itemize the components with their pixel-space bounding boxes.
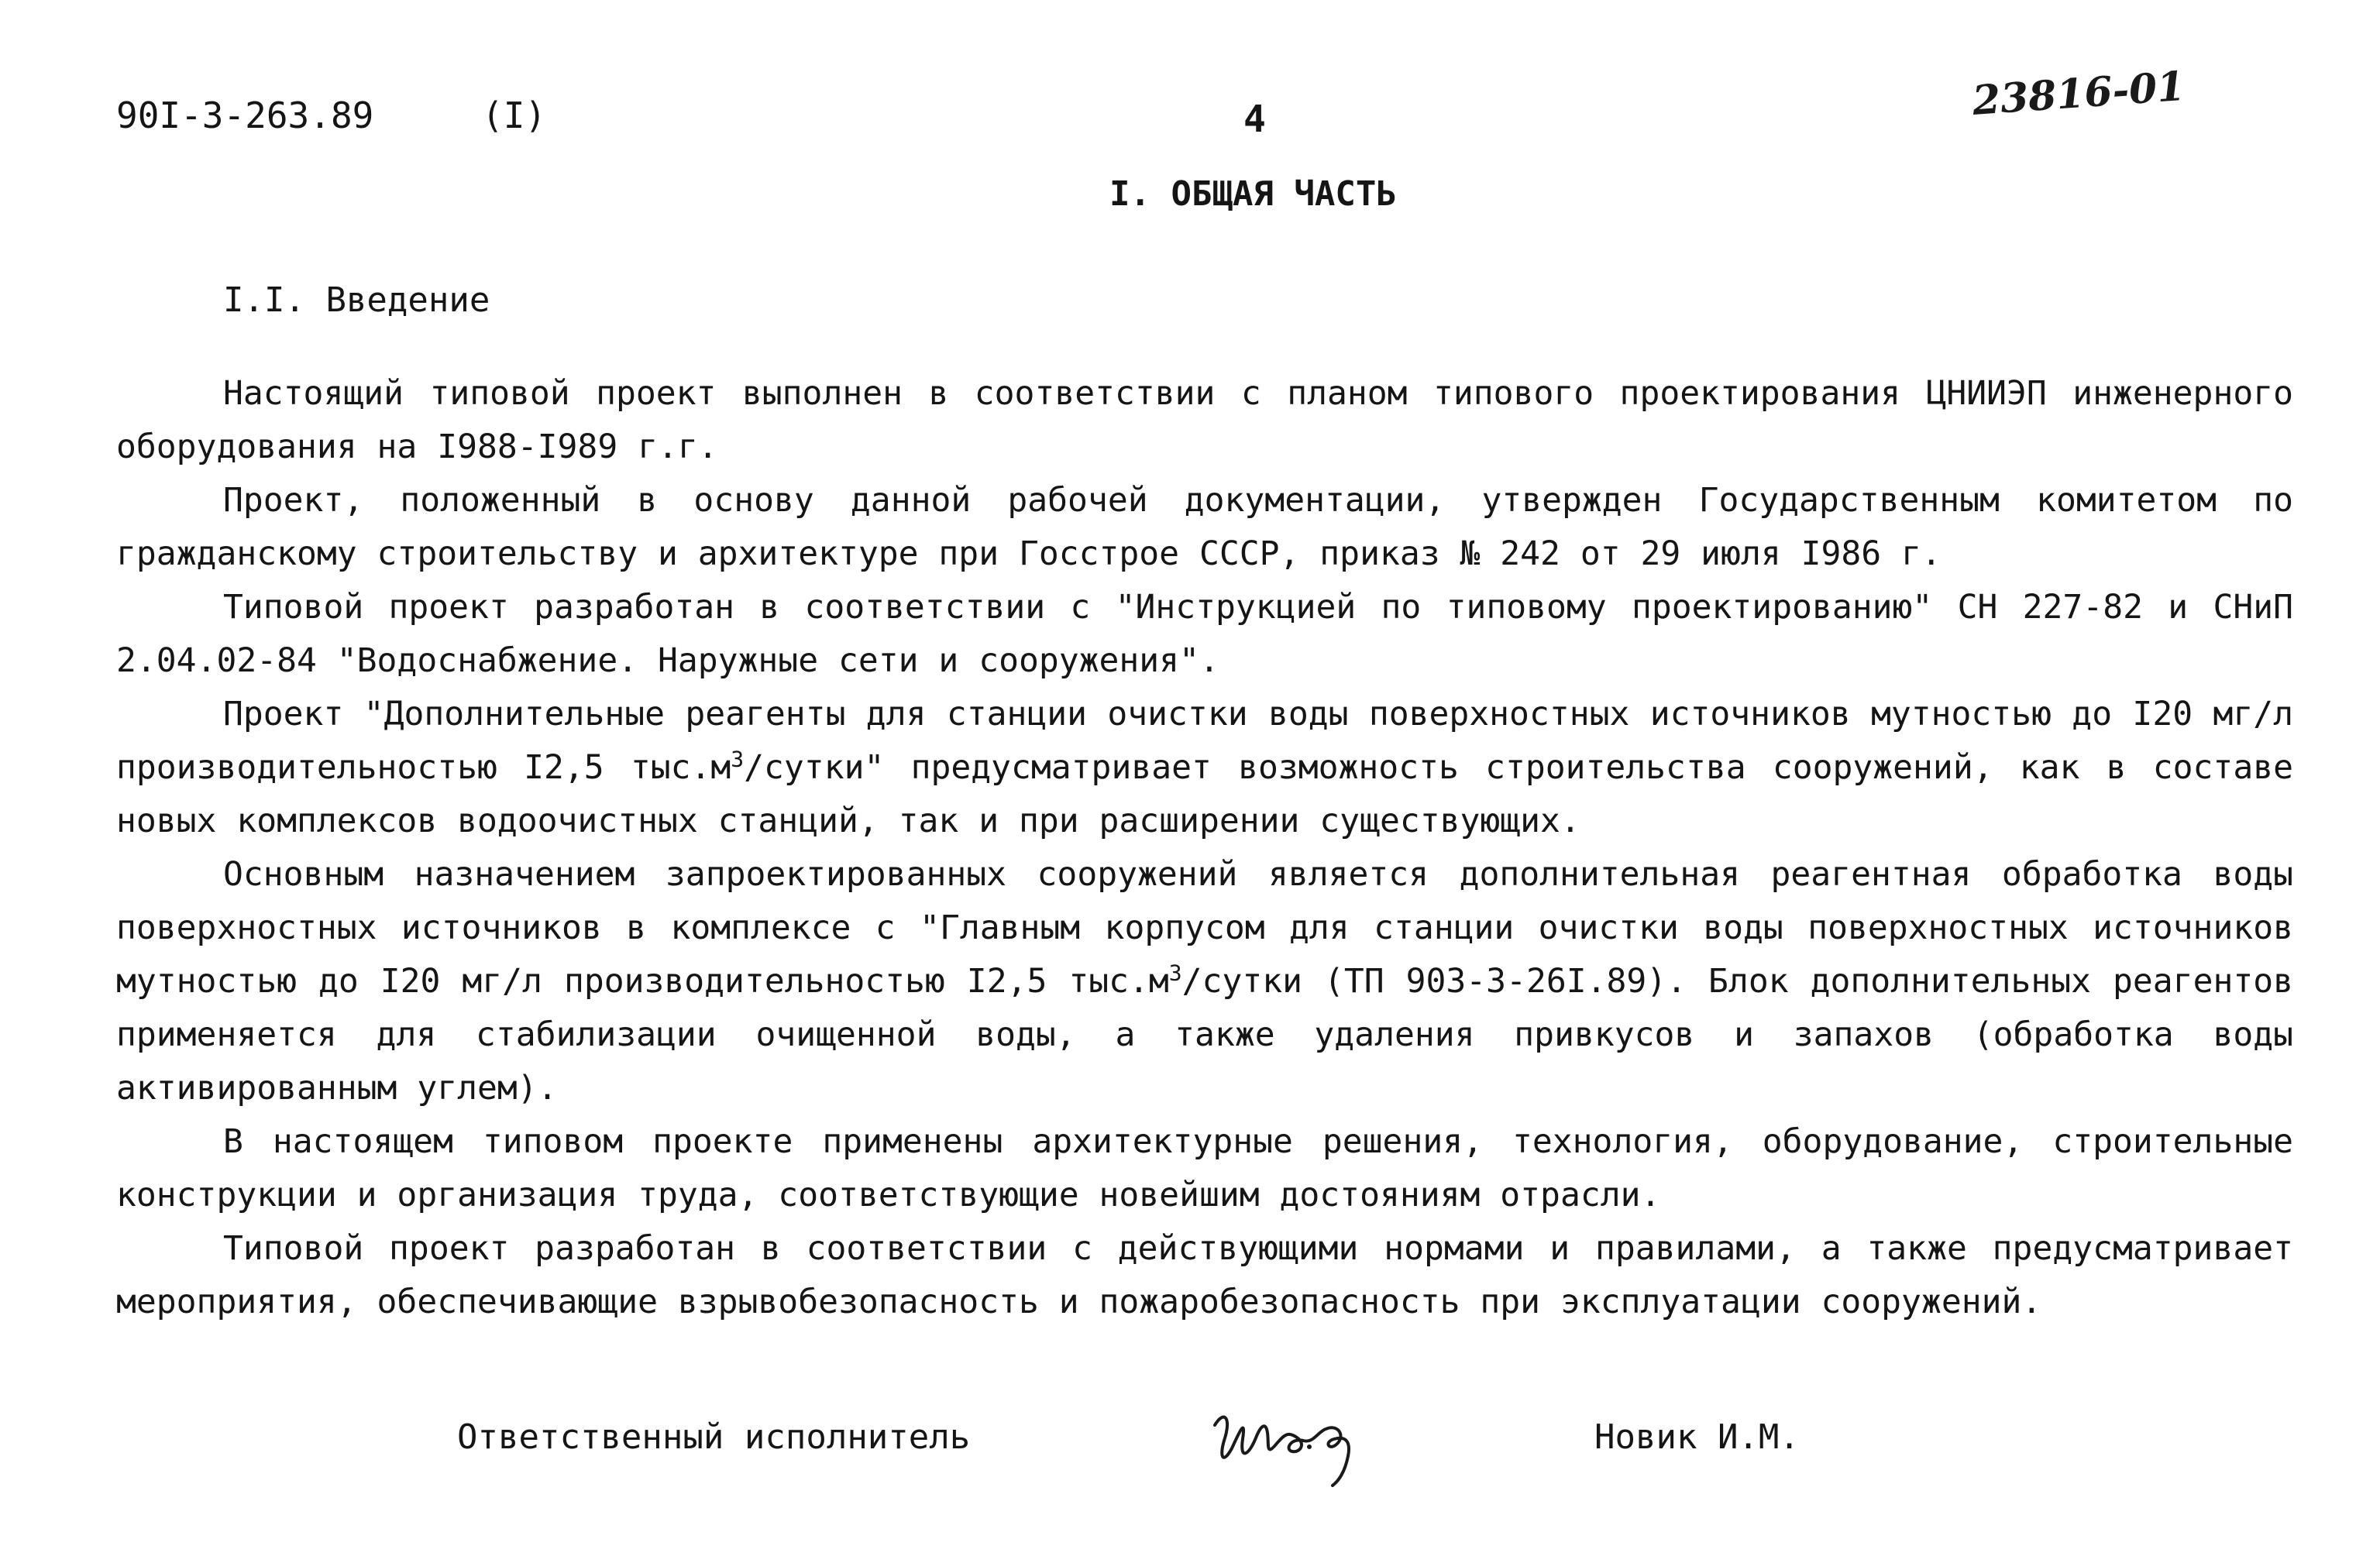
paragraph-5 bbox=[116, 848, 2293, 1115]
signature-role: Ответственный исполнитель bbox=[457, 1417, 971, 1457]
paragraph-6: В настоящем типовом проекте применены архитектурные решения, технология, оборудование, строительные конструкции и организация труда, соответствующие новейшим достояниям отрасли. bbox=[116, 1122, 2293, 1214]
paragraph-1: Настоящий типовой проект выполнен в соответствии с планом типового проектирования ЦНИИЭП инженерного оборудования на I988-I989 г.г. bbox=[116, 374, 2293, 466]
section-title: I. ОБЩАЯ ЧАСТЬ bbox=[1109, 174, 1397, 214]
signature-name: Новик И.М. bbox=[1594, 1417, 1800, 1457]
paragraph-2: Проект, положенный в основу данной рабочей документации, утвержден Государственным комитетом по гражданскому строительству и архитектуре при Госстрое СССР, приказ № 242 от 29 июля I986 г. bbox=[116, 481, 2293, 573]
paragraph-4 bbox=[116, 688, 2293, 848]
paragraph-5-part-a: Основным назначением запроектированных сооружений является дополнительная реагентная обработка воды поверхностных источников в комплексе с "Главным корпусом для станции очистки воды поверхностных источников мутностью до I20 мг/л производительностью I2,5 тыс.м bbox=[116, 855, 2293, 1001]
paragraph-5-part-b: /сутки (ТП 903-3-26I.89). Блок дополнительных реагентов применяется для стабилизации очищенной воды, а также удаления привкусов и запахов (обработка воды активированным углем). bbox=[116, 962, 2294, 1108]
paragraph-4-part-b: /сутки" предусматривает возможность строительства сооружений, как в составе новых комплексов водоочистных станций, так и при расширении существующих. bbox=[116, 748, 2293, 840]
page-number: 4 bbox=[1243, 98, 1266, 141]
paragraph-7: Типовой проект разработан в соответствии с действующими нормами и правилами, а также предусматривает мероприятия, обеспечивающие взрывобезопасность и пожаробезопасность при эксплуатации сооружений. bbox=[116, 1229, 2293, 1321]
subsection-title: I.I. Введение bbox=[223, 280, 490, 320]
document-part: (I) bbox=[482, 94, 547, 136]
signature-block bbox=[0, 1394, 2380, 1487]
handwritten-archive-number: 23816-01 bbox=[1970, 62, 2187, 125]
document-code: 90I-3-263.89 bbox=[116, 94, 374, 136]
paragraph-5-superscript: 3 bbox=[1168, 960, 1182, 986]
handwritten-signature bbox=[1201, 1394, 1379, 1487]
paragraph-4-superscript: 3 bbox=[731, 746, 745, 772]
body-text bbox=[116, 367, 2293, 1329]
paragraph-4-part-a: Проект "Дополнительные реагенты для станции очистки воды поверхностных источников мутностью до I20 мг/л производительностью I2,5 тыс.м bbox=[116, 695, 2293, 787]
paragraph-3: Типовой проект разработан в соответствии с "Инструкцией по типовому проектированию" СН 227-82 и СНиП 2.04.02-84 "Водоснабжение. Наружные сети и сооружения". bbox=[116, 588, 2293, 680]
